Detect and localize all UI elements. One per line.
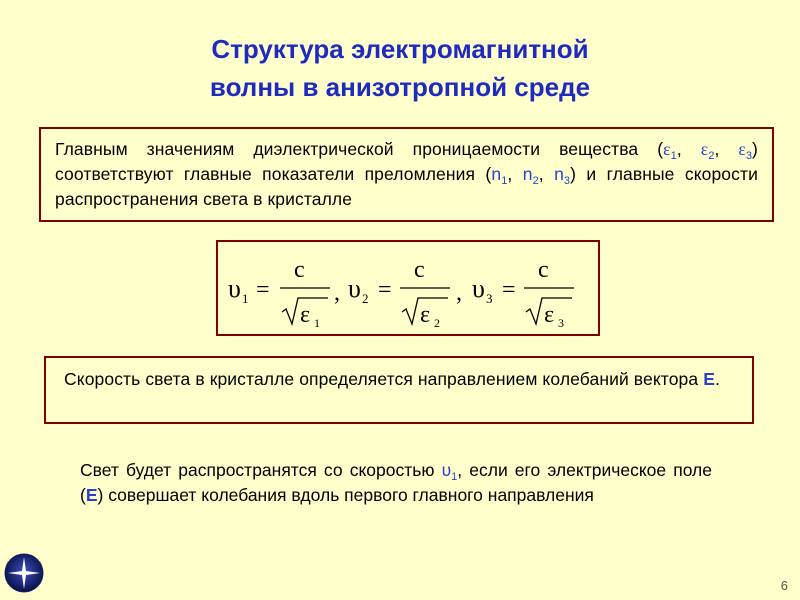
definition-text-part: Главным значениям диэлектрической проницаемости вещества ( (55, 139, 664, 159)
formula-term-3 (472, 257, 574, 330)
speed-of-light-symbol: c (414, 257, 425, 283)
formula-subscript: 2 (434, 316, 440, 330)
statement-text (64, 367, 736, 392)
slide-title (120, 30, 680, 106)
formula-box (216, 240, 600, 336)
velocity-symbol: υ (228, 274, 241, 303)
conclusion-paragraph (80, 458, 712, 508)
definition-text-part: ) и главные скорости распространения света в кристалле (55, 164, 758, 209)
vector-e-symbol: E (703, 369, 715, 389)
refractive-index-symbol: n (491, 164, 502, 184)
velocity-symbol: υ (348, 274, 361, 303)
refractive-index-symbol: n (554, 164, 564, 184)
formula-subscript: 2 (362, 291, 369, 306)
equals-sign: = (502, 277, 516, 303)
separator: , (538, 164, 555, 184)
velocity-symbol: υ (441, 460, 452, 480)
vector-e-symbol: E (85, 485, 98, 505)
statement-text-part: Скорость света в кристалле определяется направлением колебаний вектора (64, 369, 704, 389)
formula-term-2 (348, 257, 462, 330)
refractive-index-symbol: n (522, 164, 533, 184)
definition-text-part: ) соответствуют главные показатели преломления ( (55, 139, 758, 184)
velocity-formula (218, 242, 598, 334)
comma: , (334, 280, 340, 306)
subscript: 2 (708, 150, 715, 162)
epsilon-symbol: ε (738, 139, 746, 159)
comma: , (456, 280, 462, 306)
definition-box (39, 127, 774, 222)
subscript: 1 (670, 150, 677, 162)
title-line-1: Структура электромагнитной (211, 34, 589, 64)
star-logo-icon (4, 553, 44, 593)
speed-of-light-symbol: c (538, 257, 549, 283)
speed-of-light-symbol: c (294, 257, 305, 283)
page-number: 6 (780, 578, 788, 593)
formula-subscript: 3 (486, 291, 493, 306)
formula-subscript: 1 (242, 291, 249, 306)
conclusion-text-part: ) совершает колебания вдоль первого главного направления (97, 485, 594, 505)
separator: , (714, 139, 739, 159)
conclusion-text-part: Свет будет распространятся со скоростью (80, 460, 442, 480)
separator: , (676, 139, 701, 159)
title-line-2: волны в анизотропной среде (209, 72, 591, 102)
epsilon-symbol: ε (700, 139, 709, 159)
formula-subscript: 1 (314, 316, 320, 330)
equals-sign: = (378, 277, 392, 303)
statement-text-part: . (714, 369, 720, 389)
subscript: 3 (563, 175, 571, 187)
equals-sign: = (256, 277, 270, 303)
formula-subscript: 3 (558, 316, 564, 330)
subscript: 3 (745, 150, 753, 162)
separator: , (507, 164, 523, 184)
subscript: 2 (532, 175, 539, 187)
definition-text (55, 137, 758, 212)
epsilon-symbol: ε (663, 139, 671, 159)
epsilon-symbol: ε (300, 302, 311, 328)
subscript: 1 (451, 471, 458, 483)
statement-box (44, 356, 754, 424)
subscript: 1 (501, 175, 508, 187)
formula-term-1 (228, 257, 340, 330)
conclusion-text-part: , если его электрическое поле ( (80, 460, 712, 505)
velocity-symbol: υ (472, 274, 485, 303)
epsilon-symbol: ε (544, 302, 555, 328)
epsilon-symbol: ε (420, 302, 431, 328)
